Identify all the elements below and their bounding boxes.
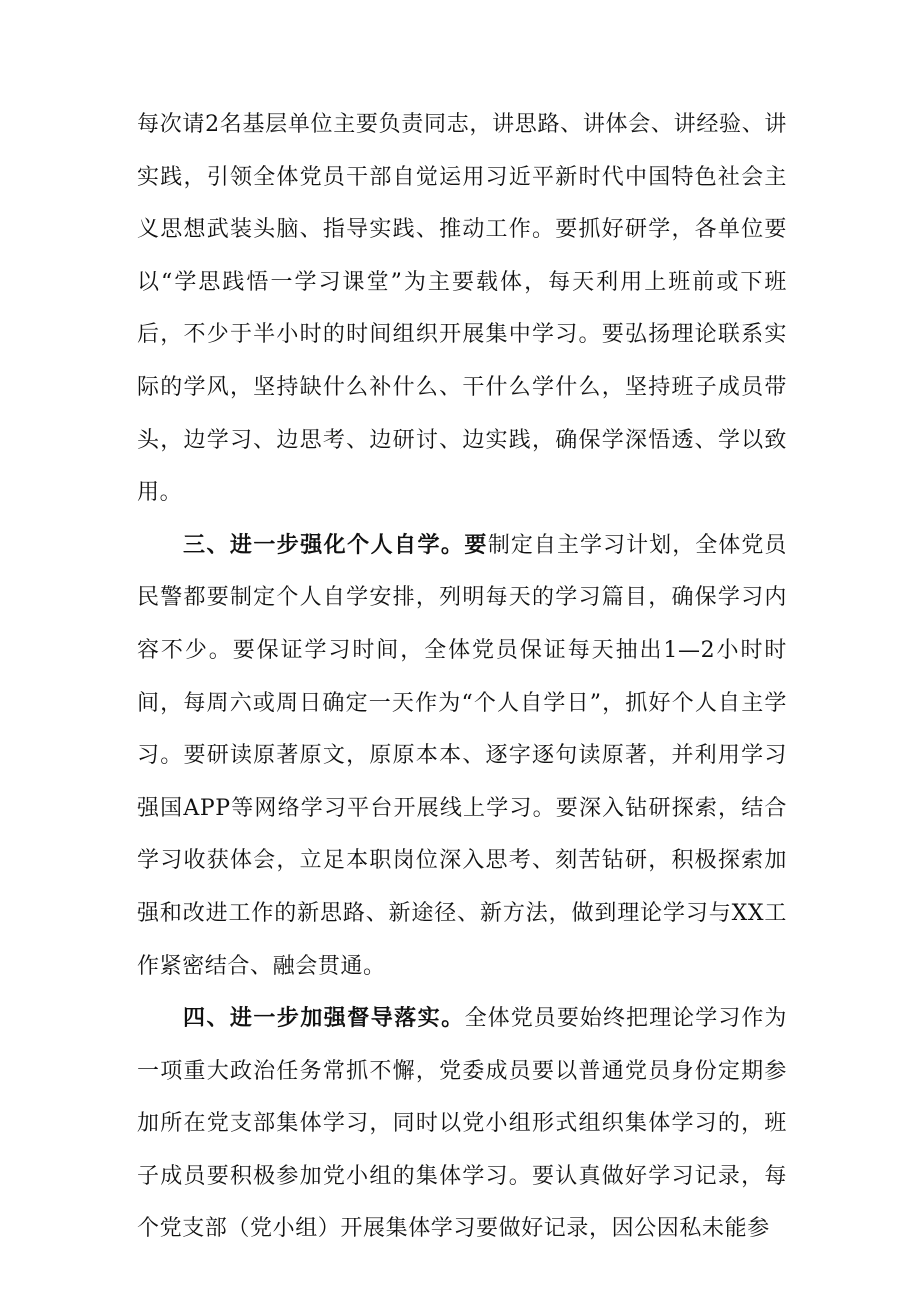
paragraph-continuation [137,99,787,520]
document-body [137,99,787,1256]
paragraph-supervision [137,993,787,1256]
paragraph-self-study [137,520,787,993]
paragraph-text: 每次请2名基层单位主要负责同志，讲思路、讲体会、讲经验、讲实践，引领全体党员干部自觉运用习近平新时代中国特色社会主义思想武装头脑、指导实践、推动工作。要抓好研学，各单位要以“学思践悟一学习课堂”为主要载体，每天利用上班前或下班后，不少于半小时的时间组织开展集中学习。要弘扬理论联系实际的学风，坚持缺什么补什么、干什么学什么，坚持班子成员带头，边学习、边思考、边研讨、边实践，确保学深悟透、学以致用。 [137,112,787,506]
paragraph-heading: 四、进一步加强督导落实。 [183,1006,465,1032]
paragraph-text: 制定自主学习计划，全体党员民警都要制定个人自学安排，列明每天的学习篇目，确保学习内容不少。要保证学习时间，全体党员保证每天抽出1—2小时时间，每周六或周日确定一天作为“个人自学日”，抓好个人自主学习。要研读原著原文，原原本本、逐字逐句读原著，并利用学习强国APP等网络学习平台开展线上学习。要深入钻研探索，结合学习收获体会，立足本职岗位深入思考、刻苦钻研，积极探索加强和改进工作的新思路、新途径、新方法，做到理论学习与XX工作紧密结合、融会贯通。 [137,532,787,979]
paragraph-heading: 三、进一步强化个人自学。要 [183,532,488,558]
paragraph-text: 全体党员要始终把理论学习作为一项重大政治任务常抓不懈，党委成员要以普通党员身份定期参加所在党支部集体学习，同时以党小组形式组织集体学习的，班子成员要积极参加党小组的集体学习。要认真做好学习记录，每个党支部（党小组）开展集体学习要做好记录，因公因私未能参 [137,1006,787,1242]
